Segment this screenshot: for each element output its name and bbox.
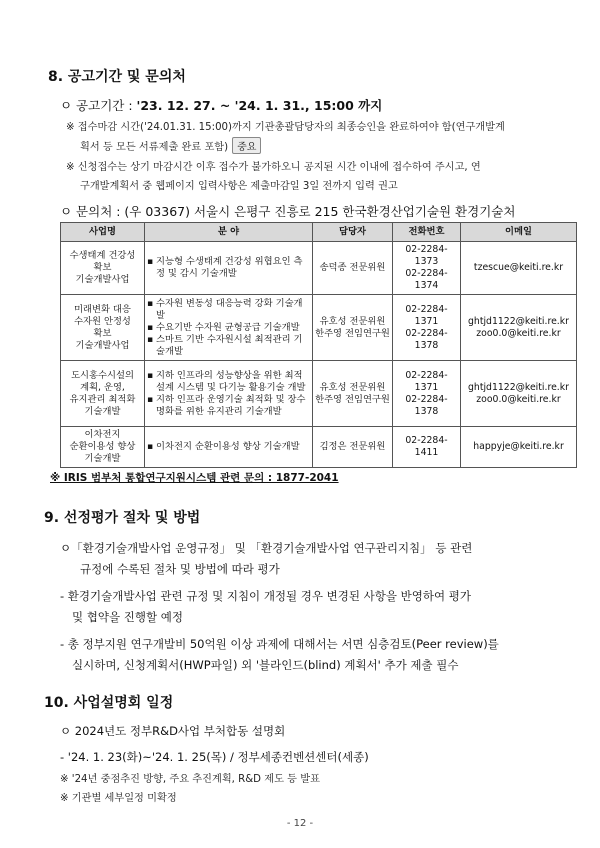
header-field: 분 야 <box>145 223 313 242</box>
table-row <box>61 295 577 361</box>
deadline-note-line1: ※ 접수마감 시간('24.01.31. 15:00)까지 기관총괄담당자의 최종승인을 완료하여야 함(연구개발계 <box>66 122 505 133</box>
section-10-title: 10. 사업설명회 일정 <box>44 695 174 711</box>
program-name: 수생태계 건강성 확보 기술개발사업 <box>61 242 145 295</box>
program-phone: 02-2284-1411 <box>393 427 461 468</box>
page-number: - 12 - <box>286 818 314 829</box>
program-phone: 02-2284-1371 02-2284-1378 <box>393 295 461 361</box>
contact-table <box>60 222 577 468</box>
notice-period <box>60 96 382 114</box>
program-email: happyje@keiti.re.kr <box>461 427 577 468</box>
program-phone: 02-2284-1373 02-2284-1374 <box>393 242 461 295</box>
briefing-note2: ※ 기관별 세부일정 미확정 <box>60 793 177 804</box>
section-9-title: 9. 선정평가 절차 및 방법 <box>44 510 201 526</box>
header-email: 이메일 <box>461 223 577 242</box>
program-staff: 유호성 전문위원 한주영 전임연구원 <box>313 361 393 427</box>
header-program: 사업명 <box>61 223 145 242</box>
deadline-note-line2 <box>80 137 261 154</box>
briefing-note1: ※ '24년 중점추진 방향, 주요 추진계획, R&D 제도 등 발표 <box>60 774 320 785</box>
header-staff: 담당자 <box>313 223 393 242</box>
evaluation-p2-line1: - 환경기술개발사업 관련 규정 및 지침이 개정될 경우 변경된 사항을 반영하여 평가 <box>60 589 471 603</box>
program-field: ▪ 지능형 수생태계 건강성 위협요인 측정 및 감시 기술개발 <box>145 242 313 295</box>
program-field: ▪ 이차전지 순환이용성 향상 기술개발 <box>145 427 313 468</box>
notice-period-label: ㅇ 공고기간 : <box>60 98 137 113</box>
program-phone: 02-2284-1371 02-2284-1378 <box>393 361 461 427</box>
program-email: ghtjd1122@keiti.re.kr zoo0.0@keiti.re.kr <box>461 361 577 427</box>
evaluation-p1-line1: ㅇ「환경기술개발사업 운영규정」 및 「환경기술개발사업 연구관리지침」 등 관련 <box>60 541 473 555</box>
header-phone: 전화번호 <box>393 223 461 242</box>
evaluation-p3-line2: 실시하며, 신청계획서(HWP파일) 외 '블라인드(blind) 계획서' 추가 제출 필수 <box>72 658 459 672</box>
program-staff: 송덕종 전문위원 <box>313 242 393 295</box>
table-row <box>61 361 577 427</box>
program-staff: 유호성 전문위원 한주영 전임연구원 <box>313 295 393 361</box>
briefing-schedule: - '24. 1. 23(화)~'24. 1. 25(목) / 정부세종컨벤션센터(세종) <box>60 750 369 764</box>
briefing-session: ㅇ 2024년도 정부R&D사업 부처합동 설명회 <box>60 724 286 738</box>
table-row <box>61 242 577 295</box>
program-email: ghtjd1122@keiti.re.kr zoo0.0@keiti.re.kr <box>461 295 577 361</box>
contact-address: ㅇ 문의처 : (우 03367) 서울시 은평구 진흥로 215 한국환경산업기술원 환경기술처 <box>60 204 516 219</box>
submission-note-line2: 구개발계획서 중 웹페이지 입력사항은 제출마감일 3일 전까지 입력 권고 <box>80 181 398 192</box>
program-name: 이차전지 순환이용성 향상 기술개발 <box>61 427 145 468</box>
program-field: ▪ 수자원 변동성 대응능력 강화 기술개발 ▪ 수요기반 수자원 균형공급 기술개발 ▪ 스마트 기반 수자원시설 최적관리 기술개발 <box>145 295 313 361</box>
program-email: tzescue@keiti.re.kr <box>461 242 577 295</box>
evaluation-p3-line1: - 총 정부지원 연구개발비 50억원 이상 과제에 대해서는 서면 심층검토(Peer review)를 <box>60 637 499 651</box>
section-8-title: 8. 공고기간 및 문의처 <box>48 69 186 85</box>
program-staff: 김정은 전문위원 <box>313 427 393 468</box>
evaluation-p1-line2: 규정에 수록된 절차 및 방법에 따라 평가 <box>80 562 280 576</box>
important-badge: 중요 <box>232 137 261 154</box>
evaluation-p2-line2: 및 협약을 진행할 예정 <box>72 610 183 624</box>
table-header-row <box>61 223 577 242</box>
table-row <box>61 427 577 468</box>
program-name: 도시홍수시설의 계획, 운영, 유지관리 최적화 기술개발 <box>61 361 145 427</box>
program-name: 미래변화 대응 수자원 안정성 확보 기술개발사업 <box>61 295 145 361</box>
deadline-note-text: 획서 등 모든 서류제출 완료 포함) <box>80 142 229 153</box>
notice-period-value: '23. 12. 27. ~ '24. 1. 31., 15:00 까지 <box>136 98 383 113</box>
iris-contact-note: ※ IRIS 범부처 통합연구지원시스템 관련 문의 : 1877-2041 <box>50 472 339 484</box>
program-field: ▪ 지하 인프라의 성능향상을 위한 최적 설계 시스템 및 다기능 활용기술 개발 ▪ 지하 인프라 운영기술 최적화 및 장수명화를 위한 유지관리 기술개발 <box>145 361 313 427</box>
submission-note-line1: ※ 신청접수는 상기 마감시간 이후 접수가 불가하오니 공지된 시간 이내에 접수하여 주시고, 연 <box>66 162 481 173</box>
